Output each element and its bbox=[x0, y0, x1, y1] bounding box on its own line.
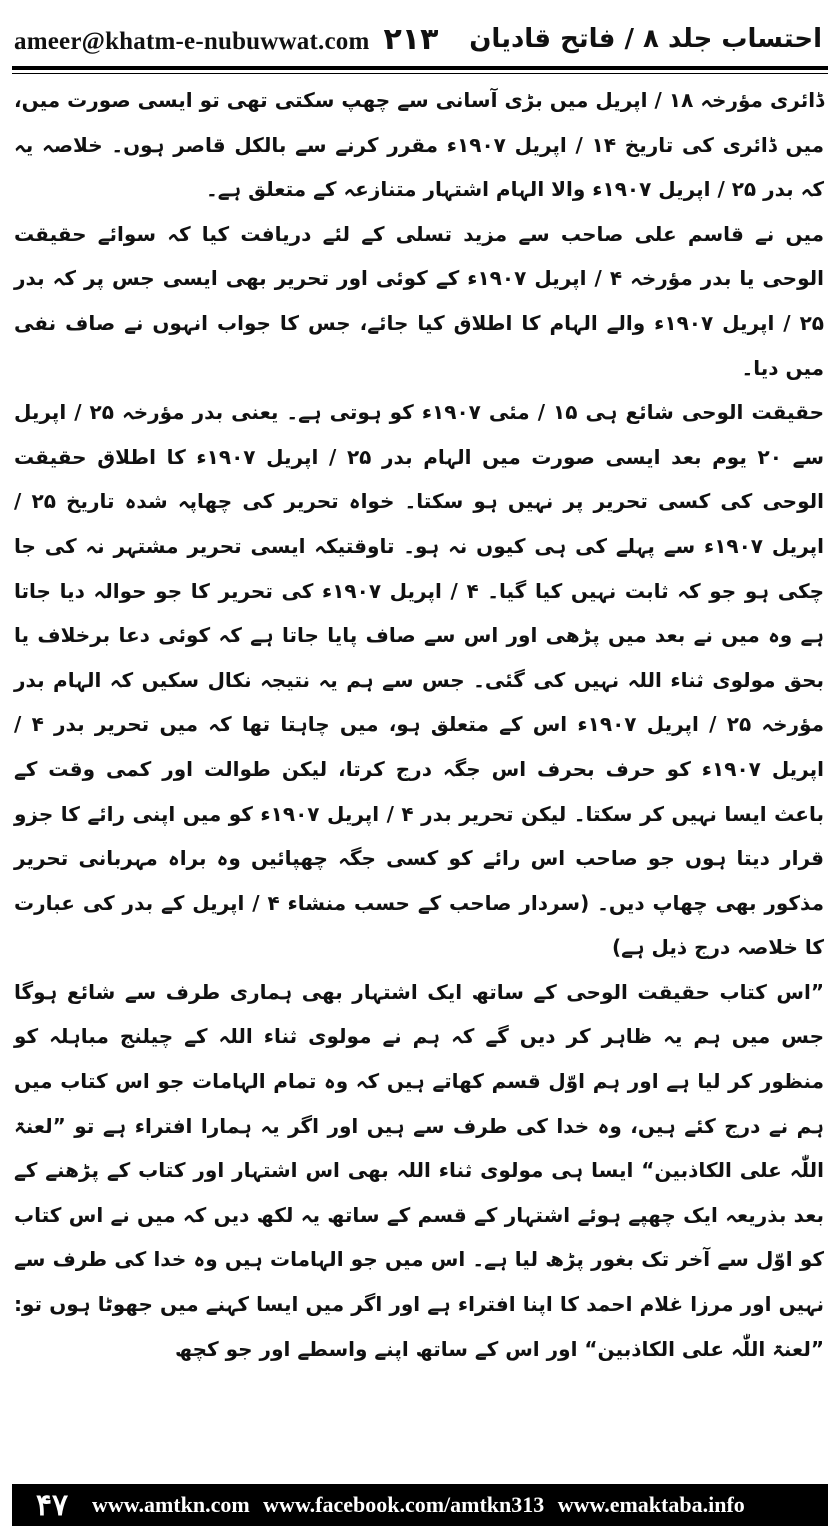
page-number: ۲۱۳ bbox=[383, 21, 439, 57]
footer-page-marker: ۴۷ bbox=[35, 1488, 69, 1522]
paragraph-2: میں نے قاسم علی صاحب سے مزید تسلی کے لئے دریافت کیا کہ سوائے حقیقت الوحی یا بدر مؤرخہ ۴ / اپریل ۱۹۰۷ء کے کوئی اور تحریر بھی ایسی جس پر کہ بدر ۲۵ / اپریل ۱۹۰۷ء والے الہام کا اطلاق کیا جائے، جس کا جواب انہوں نے صاف نفی میں دیا۔ bbox=[14, 221, 824, 380]
header-rule-thin bbox=[12, 73, 828, 74]
page-header bbox=[14, 14, 822, 64]
header-email: ameer@khatm-e-nubuwwat.com bbox=[14, 27, 370, 55]
header-left bbox=[14, 22, 438, 57]
page-footer bbox=[12, 1484, 828, 1526]
paragraph-3: حقیقت الوحی شائع ہی ۱۵ / مئی ۱۹۰۷ء کو ہوتی ہے۔ یعنی بدر مؤرخہ ۲۵ / اپریل سے ۲۰ یوم بعد ایسی صورت میں الہام بدر ۲۵ / اپریل ۱۹۰۷ء کا اطلاق حقیقت الوحی کی کسی تحریر پر نہیں ہو سکتا۔ خواہ تحریر کی چھاپہ شدہ تاریخ ۲۵ / اپریل ۱۹۰۷ء سے پہلے کی ہی کیوں نہ ہو۔ تاوقتیکہ ایسی تحریر مشتہر نہ کی جا چکی ہو جو کہ ثابت نہیں کیا گیا۔ ۴ / اپریل ۱۹۰۷ء کی تحریر کا جو حوالہ دیا جاتا ہے وہ میں نے بعد میں پڑھی اور اس سے صاف پایا جاتا ہے کہ کوئی دعا برخلاف یا بحق مولوی ثناء اللہ نہیں کی گئی۔ جس سے ہم یہ نتیجہ نکال سکیں کہ الہام بدر مؤرخہ ۲۵ / اپریل ۱۹۰۷ء اس کے متعلق ہو، میں چاہتا تھا کہ میں تحریر بدر ۴ / اپریل ۱۹۰۷ء کو حرف بحرف اس جگہ درج کرتا، لیکن طوالت اور کمی وقت کے باعث ایسا نہیں کر سکتا۔ لیکن تحریر بدر ۴ / اپریل ۱۹۰۷ء کو میں اپنی رائے کا جزو قرار دیتا ہوں جو صاحب اس رائے کو کسی جگہ چھپائیں وہ براہ مہربانی تحریر مذکور بھی چھاپ دیں۔ (سردار صاحب کے حسب منشاء ۴ / اپریل کے بدر کی عبارت کا خلاصہ درج ذیل ہے) bbox=[14, 400, 825, 960]
header-rule-thick bbox=[12, 66, 828, 70]
footer-links: www.amtkn.com www.facebook.com/amtkn313 www.emaktaba.info bbox=[92, 1492, 745, 1517]
paragraph-1: ڈائری مؤرخہ ۱۸ / اپریل میں بڑی آسانی سے چھپ سکتی تھی تو ایسی صورت میں، میں ڈائری کی تاریخ ۱۴ / اپریل ۱۹۰۷ء مقرر کرنے سے بالکل قاصر ہوں۔ خلاصہ یہ کہ بدر ۲۵ / اپریل ۱۹۰۷ء والا الہام اشتہار متنازعہ کے متعلق ہے۔ bbox=[14, 88, 824, 202]
book-title: احتساب جلد ۸ / فاتح قادیان bbox=[469, 24, 822, 54]
body-text bbox=[14, 78, 824, 1478]
paragraph-4-quotation: ”اس کتاب حقیقت الوحی کے ساتھ ایک اشتہار بھی ہماری طرف سے شائع ہوگا جس میں ہم یہ ظاہر کر دیں گے کہ ہم نے مولوی ثناء اللہ کے چیلنج مباہلہ کو منظور کر لیا ہے اور ہم اوّل قسم کھاتے ہیں کہ وہ تمام الہامات جو اس کتاب میں ہم نے درج کئے ہیں، وہ خدا کی طرف سے ہیں اور اگر یہ ہمارا افتراء ہے تو ”لعنۃ اللّٰہ علی الکاذبین“ ایسا ہی مولوی ثناء اللہ بھی اس اشتہار اور کتاب کے پڑھنے کے بعد بذریعہ ایک چھپے ہوئے اشتہار کے قسم کے ساتھ یہ لکھ دیں کہ میں نے اس کتاب کو اوّل سے آخر تک بغور پڑھ لیا ہے۔ اس میں جو الہامات ہیں وہ خدا کی طرف سے نہیں اور مرزا غلام احمد کا اپنا افتراء ہے اور اگر میں ایسا کہنے میں جھوٹا ہوں تو: ”لعنۃ اللّٰہ علی الکاذبین“ اور اس کے ساتھ اپنے واسطے اور جو کچھ bbox=[14, 979, 824, 1361]
